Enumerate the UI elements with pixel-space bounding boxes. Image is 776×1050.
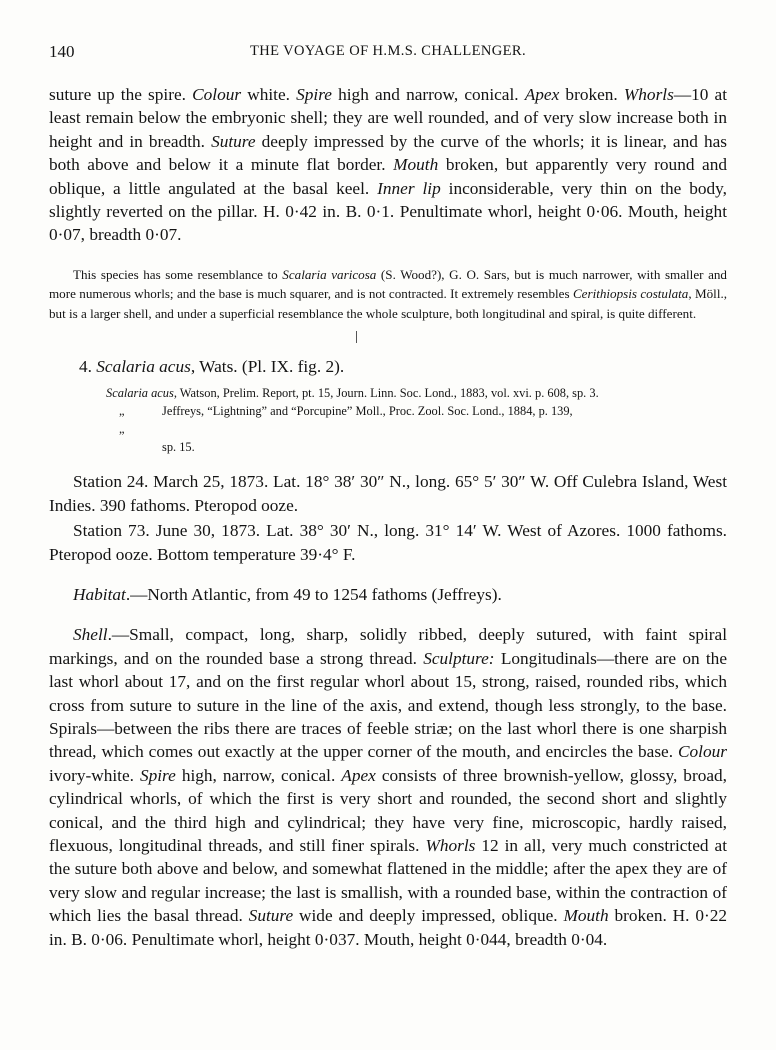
- reference-entry: [106, 384, 727, 402]
- whorls-label: Whorls: [623, 85, 674, 104]
- section-divider-tick: [356, 331, 357, 343]
- apex-label: Apex: [524, 85, 560, 104]
- text-run: suture up the spire.: [49, 85, 193, 104]
- text-run: white.: [241, 85, 297, 104]
- description-paragraph: [49, 83, 727, 247]
- shell-description: [49, 623, 727, 951]
- species-heading: [79, 355, 727, 378]
- references: [106, 384, 727, 456]
- species-name: Cerithiopsis costulata: [572, 286, 689, 302]
- whorls-label: Whorls: [425, 836, 476, 856]
- mouth-label: Mouth: [393, 155, 439, 175]
- shell-label: Shell: [73, 625, 108, 645]
- reference-citation: , Watson, Prelim. Report, pt. 15, Journ. Linn. Soc. Lond., 1883, vol. xvi. p. 608, sp. 3.: [173, 386, 599, 401]
- text-run: Longitudinals—there are on the last whorl about 17, and on the first regular whorl about 15, strong, raised, rounded ribs, which cross from suture to suture in the line of the axis, and extend, though less strongly, to the base. Spirals—between the ribs there are traces of feeble striæ; on the last whorl there is one sharpish thread, which comes out exactly at the upper corner of the mouth, and encircles the base.: [49, 648, 727, 762]
- text-run: wide and deeply impressed, oblique.: [293, 906, 564, 926]
- reference-species: Scalaria acus: [106, 386, 174, 401]
- page-number: 140: [49, 42, 75, 61]
- station-record: Station 24. March 25, 1873. Lat. 18° 38′ 30″ N., long. 65° 5′ 30″ W. Off Culebra Island, West Indies. 390 fathoms. Pteropod ooze.: [49, 472, 727, 515]
- text-run: .—Small, compact, long, sharp, solidly ribbed, deeply sutured, with faint spiral markings, and on the rounded base a strong thread.: [49, 625, 727, 668]
- text-run: —10 at least remain below the embryonic shell; they are well rounded, and of very slow increase both in height and in breadth.: [49, 85, 728, 151]
- mouth-label: Mouth: [563, 906, 609, 926]
- species-authority: , Wats. (Pl. IX. fig. 2).: [190, 357, 345, 377]
- suture-label: Suture: [211, 131, 256, 151]
- ditto-marks: [106, 402, 162, 438]
- text-run: broken.: [559, 85, 624, 104]
- reference-citation: Jeffreys, “Lightning” and “Porcupine” Moll., Proc. Zool. Soc. Lond., 1884, p. 139,: [162, 404, 573, 419]
- colour-label: Colour: [192, 85, 242, 104]
- inner-lip-label: Inner lip: [377, 178, 441, 198]
- species-note: [49, 265, 727, 324]
- spire-label: Spire: [296, 85, 332, 104]
- ditto-mark: „: [119, 404, 125, 419]
- text-run: high, narrow, conical.: [175, 765, 342, 785]
- suture-label: Suture: [248, 906, 294, 926]
- species-title: Scalaria acus: [96, 357, 191, 377]
- text-run: .—North Atlantic, from 49 to 1254 fathoms (Jeffreys).: [125, 584, 502, 604]
- text-run: broken, but apparently very round and oblique, a little angulated at the basal keel.: [49, 155, 727, 198]
- station-record: Station 73. June 30, 1873. Lat. 38° 30′ N., long. 31° 14′ W. West of Azores. 1000 fathoms. Pteropod ooze. Bottom temperature 39·4° F.: [49, 521, 727, 564]
- habitat-paragraph: [49, 583, 727, 606]
- text-run: (S. Wood?), G. O. Sars, but is much narrower, with smaller and more numerous whorls; and the base is much squarer, and is not contracted. It extremely resembles: [49, 266, 727, 302]
- page-header: [49, 42, 727, 64]
- apex-label: Apex: [341, 765, 376, 785]
- ditto-mark: „: [119, 422, 125, 437]
- text-run: 12 in all, very much constricted at the suture both above and below, and somewhat flattened in the middle; after the apex they are of very slow and regular increase; the last is smallish, with a rounded base, within the contraction of which lies the basal thread.: [49, 836, 727, 926]
- text-run: high and narrow, conical.: [331, 85, 525, 104]
- text-run: This species has some resemblance to: [73, 266, 283, 282]
- page-body: [49, 83, 727, 951]
- species-name: Scalaria varicosa: [282, 266, 377, 282]
- text-run: inconsiderable, very thin on the body, slightly reverted on the pillar. H. 0·42 in. B. 0·1. Penultimate whorl, height 0·06. Mouth, height 0·07, breadth 0·07.: [49, 178, 728, 245]
- text-run: broken. H. 0·22 in. B. 0·06. Penultimate whorl, height 0·037. Mouth, height 0·044, breadth 0·04.: [49, 906, 728, 949]
- text-run: consists of three brownish-yellow, glossy, broad, cylindrical whorls, of which the first is very short and rounded, the second short and slightly conical, and the third high and cylindrical; they have very fine, microscopic, hardly raised, flexuous, longitudinal threads, and still finer spirals.: [49, 765, 727, 856]
- species-number: 4.: [79, 357, 97, 377]
- running-title: THE VOYAGE OF H.M.S. CHALLENGER.: [250, 43, 526, 59]
- text-run: ivory-white.: [49, 765, 140, 785]
- spire-label: Spire: [139, 765, 176, 785]
- colour-label: Colour: [678, 742, 727, 762]
- habitat-label: Habitat: [73, 584, 126, 604]
- sculpture-label: Sculpture:: [423, 648, 495, 668]
- text-run: , Möll., but is a larger shell, and under a superficial resemblance the whole sculpture, both longitudinal and spiral, is quite different.: [49, 286, 728, 321]
- reference-citation-continued: sp. 15.: [162, 440, 195, 455]
- reference-entry: [106, 402, 727, 438]
- text-run: deeply impressed by the curve of the whorls; it is linear, and has both above and below it a minute flat border.: [49, 131, 727, 175]
